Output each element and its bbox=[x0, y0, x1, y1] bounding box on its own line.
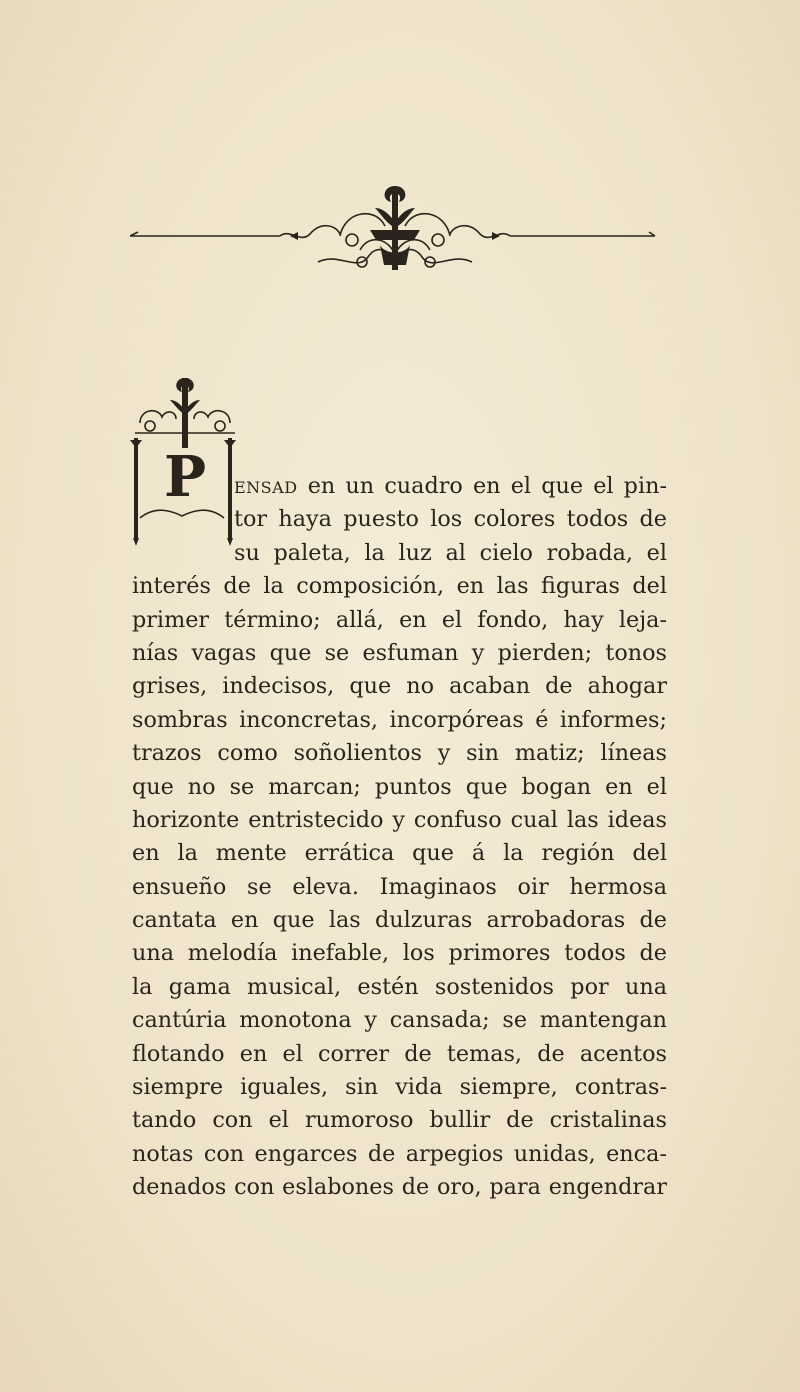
text-line-13: ensueño se eleva. Imaginaos oir hermosa bbox=[132, 873, 667, 900]
text-line-18: flotando en el correr de temas, de acentos bbox=[132, 1040, 667, 1067]
text-line-17: cantúria monotona y cansada; se mantengan bbox=[132, 1007, 667, 1034]
text-line-22: denados con eslabones de oro, para engendrar bbox=[132, 1174, 667, 1201]
text-line-16: la gama musical, estén sostenidos por una bbox=[132, 973, 667, 1000]
first-word-rest: ensad bbox=[234, 473, 298, 499]
text-line-11: horizonte entristecido y confuso cual las ideas bbox=[132, 806, 667, 833]
text-line-12: en la mente errática que á la región del bbox=[132, 840, 667, 867]
svg-text:P: P bbox=[163, 444, 207, 510]
text-line-3: su paleta, la luz al cielo robada, el bbox=[234, 539, 667, 566]
text-line-2: tor haya puesto los colores todos de bbox=[234, 506, 667, 533]
text-line bbox=[132, 470, 667, 503]
text-line-6: nías vagas que se esfuman y pierden; tonos bbox=[132, 639, 667, 666]
headpiece-ornament-icon bbox=[130, 180, 660, 290]
text-line-9: trazos como soñolientos y sin matiz; líneas bbox=[132, 740, 667, 767]
text-line-1: en un cuadro en el que el pin- bbox=[307, 473, 667, 499]
text-line-20: tando con el rumoroso bullir de cristalinas bbox=[132, 1107, 667, 1134]
text-line-21: notas con engarces de arpegios unidas, enca- bbox=[132, 1140, 667, 1167]
body-text bbox=[132, 470, 667, 1205]
text-line-4: interés de la composición, en las figuras del bbox=[132, 573, 667, 600]
text-line-8: sombras inconcretas, incorpóreas é informes; bbox=[132, 706, 667, 733]
text-line-7: grises, indecisos, que no acaban de ahogar bbox=[132, 673, 667, 700]
text-line-15: una melodía inefable, los primores todos de bbox=[132, 940, 667, 967]
text-line-10: que no se marcan; puntos que bogan en el bbox=[132, 773, 667, 800]
text-line-5: primer término; allá, en el fondo, hay leja- bbox=[132, 606, 667, 633]
text-line-19: siempre iguales, sin vida siempre, contras- bbox=[132, 1074, 667, 1101]
text-line-14: cantata en que las dulzuras arrobadoras de bbox=[132, 907, 667, 934]
